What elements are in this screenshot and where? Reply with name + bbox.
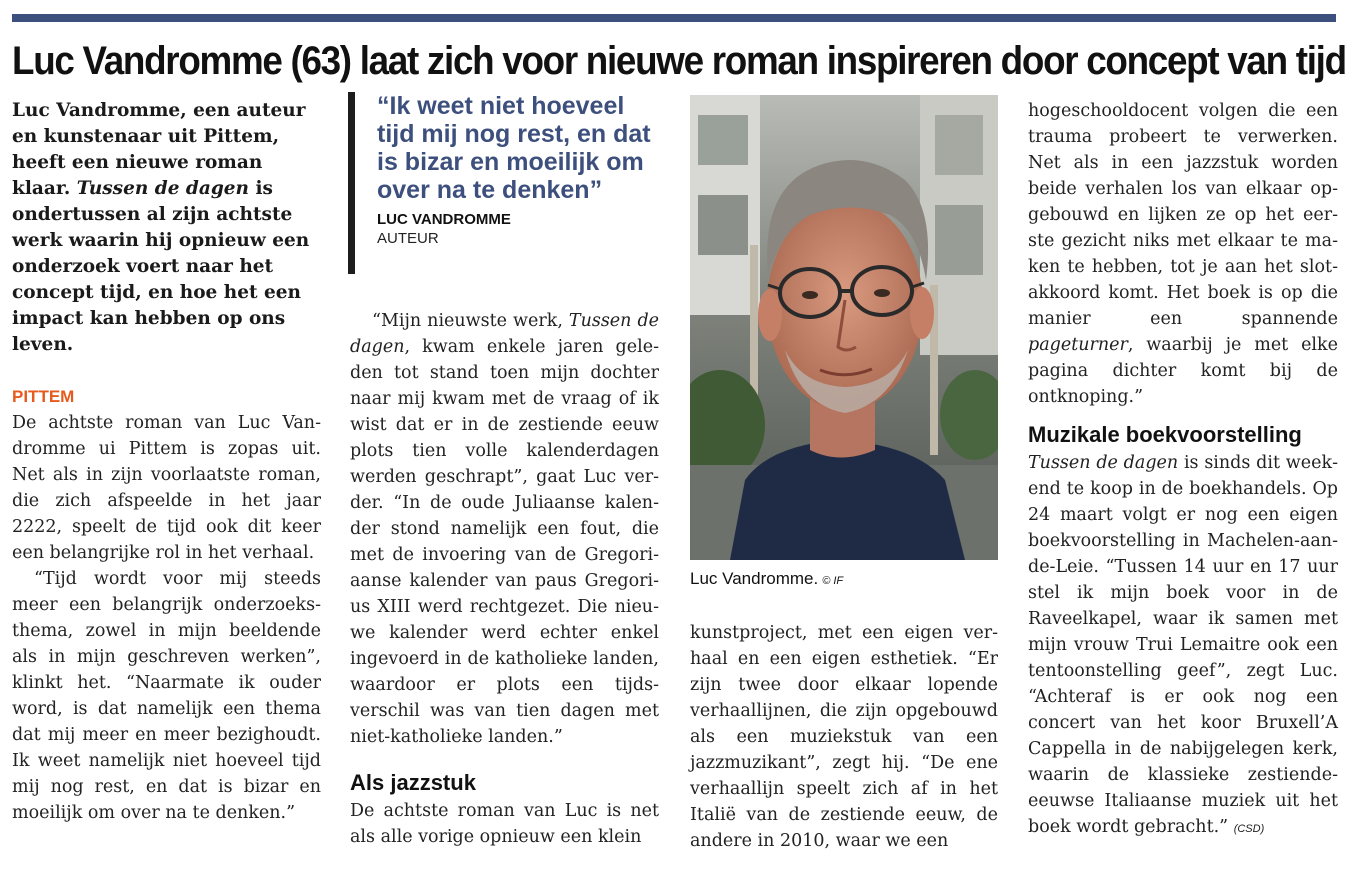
subhead-jazzstuk: Als jazzstuk (350, 770, 476, 795)
col4-pageturner: pageturner (1028, 335, 1128, 355)
column-3 (690, 620, 998, 854)
col4-p2-text: is sinds dit weekend te koop in de boekhandels. Op 24 maart volgt er nog een eigen boekvoorstelling in Machelen-aan-de-Leie. “Tussen 14 uur en 17 uur stel ik mijn boek voor in de Raveelkapel, waar ik samen met mijn vrouw Trui Lemaitre ook een tentoonstelling geef”, zegt Luc. “Achteraf is er ook nog een concert van het koor Bruxell’A Cappella in de nabijgelegen kerk, waarin de klassieke zestiende-eeuwse Italiaanse muziek uit het boek wordt gebracht.” (1028, 453, 1338, 837)
col2-paragraph-1 (350, 308, 659, 750)
subhead-boekvoorstelling: Muzikale boekvoorstelling (1028, 422, 1302, 447)
lead-book-title: Tussen de dagen (76, 178, 249, 199)
pull-quote-role: AUTEUR (377, 230, 439, 247)
column-1 (12, 384, 321, 826)
photo-credit: © IF (822, 575, 844, 587)
column-2 (350, 308, 659, 850)
pull-quote (348, 92, 668, 274)
headline: Luc Vandromme (63) laat zich voor nieuwe roman inspireren door concept van tijd (12, 39, 1346, 83)
lead-part-1: Luc Vandromme, een auteur en kunstenaar uit Pittem, heeft een nieuwe roman klaar. (12, 100, 306, 199)
col4-paragraph-2 (1028, 450, 1338, 842)
col2-paragraph-2: De achtste roman van Luc is net als alle vorige opnieuw een klein (350, 801, 659, 847)
col2-p1-end: , kwam enkele jaren geleden tot stand toen mijn dochter naar mij kwam met de vraag of ik wist dat er in de zestiende eeuw plots tien volle kalenderdagen werden geschrapt”, gaat Luc verder. “In de oude Juliaanse kalender stond namelijk een fout, die met de invoering van de Gregoriaanse kalender van paus Gregorius XIII werd rechtgezet. Die nieuwe kalender werd echter enkel ingevoerd in de katholieke landen, waardoor er plots een tijdsverschil was van tien dagen met niet-katholieke landen.” (350, 337, 659, 747)
lead-part-2: is ondertussen al zijn achtste werk waarin hij opnieuw een onderzoek voert naar het concept tijd, en hoe het een impact kan hebben op ons leven. (12, 178, 310, 355)
col1-paragraph-2: “Tijd wordt voor mij steeds meer een belangrijk onderzoeksthema, zowel in mijn beeldende als in mijn geschreven werken”, klinkt het. “Naarmate ik ouder word, is dat namelijk een thema dat mij meer en meer bezighoudt. Ik weet namelijk niet hoeveel tijd mij nog rest, en dat is bizar en moeilijk om over na te denken.” (12, 569, 321, 823)
col3-paragraph-1: kunstproject, met een eigen verhaal en een eigen esthetiek. “Er zijn twee door elkaar lopende verhaallijnen, die zijn opgebouwd als een muziekstuk van een jazzmuzikant”, zegt hij. “De ene verhaallijn speelt zich af in het Italië van de zestiende eeuw, de andere in 2010, waar we een (690, 623, 998, 851)
pull-quote-text: “Ik weet niet hoeveel tijd mij nog rest, en dat is bizar en moeilijk om over na te denken” (377, 92, 651, 204)
col4-p1-start: hogeschooldocent volgen die een trauma probeert te verwerken. Net als in een jazzstuk worden beide verhalen los van elkaar opgebouwd en lijken ze op het eerste gezicht niks met elkaar te maken te hebben, tot je aan het slotakkoord komt. Het boek is op die manier een spannende (1028, 101, 1338, 329)
col4-book-title: Tussen de dagen (1028, 453, 1179, 473)
author-credit: (CSD) (1233, 823, 1265, 835)
lead-paragraph (12, 98, 312, 358)
top-rule (12, 14, 1336, 22)
pull-quote-name: LUC VANDROMME (377, 211, 511, 228)
col4-p1-end: , waarbij je met elke pagina dichter komt bij de ontknoping.” (1028, 335, 1338, 407)
photo-caption (690, 568, 843, 592)
caption-text: Luc Vandromme. (690, 569, 819, 588)
col2-book-title: Tussen de dagen (350, 311, 660, 357)
author-photo (690, 95, 998, 560)
col1-paragraph-1: De achtste roman van Luc Vandromme ui Pittem is zopas uit. Net als in zijn voorlaatste roman, die zich afspeelde in het jaar 2222, speelt de tijd ook dit keer een belangrijke rol in het verhaal. (12, 413, 321, 563)
dateline: PITTEM (12, 387, 75, 406)
col2-p1-start: “Mijn nieuwste werk, (372, 311, 569, 331)
column-4 (1028, 98, 1338, 842)
col4-paragraph-1 (1028, 98, 1338, 410)
